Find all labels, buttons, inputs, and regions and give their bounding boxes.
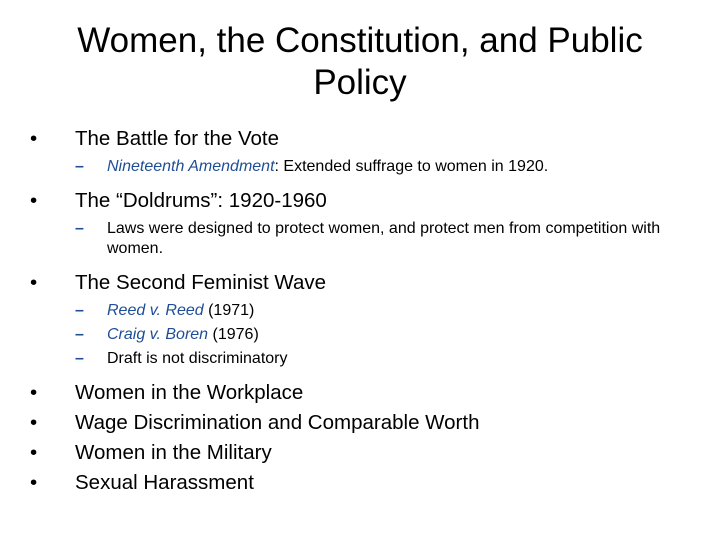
bullet-dot-icon: • bbox=[30, 189, 38, 212]
bullet-text: The Battle for the Vote bbox=[75, 127, 279, 150]
bullet-list bbox=[30, 125, 710, 497]
bullet-dot-icon: • bbox=[30, 271, 38, 294]
bullet-text: The “Doldrums”: 1920-1960 bbox=[75, 189, 327, 212]
bullet-item bbox=[30, 379, 710, 407]
dash-icon: – bbox=[75, 158, 84, 175]
bullet-item bbox=[30, 187, 710, 259]
bullet-item bbox=[30, 469, 710, 497]
bullet-dot-icon: • bbox=[30, 471, 38, 494]
sub-item-text: Draft is not discriminatory bbox=[107, 350, 288, 367]
sub-item-emphasis: Craig v. Boren bbox=[107, 326, 209, 343]
bullet-text: Wage Discrimination and Comparable Worth bbox=[75, 411, 480, 434]
dash-icon: – bbox=[75, 302, 84, 319]
bullet-dot-icon: • bbox=[30, 441, 38, 464]
dash-icon: – bbox=[75, 350, 84, 367]
bullet-dot-icon: • bbox=[30, 411, 38, 434]
bullet-text: The Second Feminist Wave bbox=[75, 271, 327, 294]
dash-icon: – bbox=[75, 220, 84, 237]
sub-item bbox=[75, 157, 710, 177]
sub-item bbox=[75, 301, 710, 321]
bullet-dot-icon: • bbox=[30, 381, 38, 404]
slide-title: Women, the Constitution, and Public Policy bbox=[77, 21, 643, 102]
sub-list bbox=[75, 157, 710, 177]
sub-list bbox=[75, 301, 710, 369]
bullet-item bbox=[30, 409, 710, 437]
dash-icon: – bbox=[75, 326, 84, 343]
bullet-item bbox=[30, 269, 710, 369]
bullet-text: Women in the Workplace bbox=[75, 381, 304, 404]
sub-item-emphasis: Reed v. Reed bbox=[107, 302, 204, 319]
bullet-dot-icon: • bbox=[30, 127, 38, 150]
bullet-item bbox=[30, 125, 710, 177]
sub-item-text: (1976) bbox=[208, 326, 259, 343]
bullet-text: Sexual Harassment bbox=[75, 471, 254, 494]
bullet-text: Women in the Military bbox=[75, 441, 272, 464]
sub-item-text: : Extended suffrage to women in 1920. bbox=[274, 158, 549, 175]
sub-item-emphasis: Nineteenth Amendment bbox=[107, 158, 275, 175]
bullet-item bbox=[30, 439, 710, 467]
sub-item-text: (1971) bbox=[203, 302, 255, 319]
sub-item bbox=[75, 349, 710, 369]
sub-list bbox=[75, 219, 710, 259]
sub-item-text: Laws were designed to protect women, and protect men from competition with women. bbox=[107, 220, 661, 257]
sub-item bbox=[75, 219, 710, 259]
sub-item bbox=[75, 325, 710, 345]
